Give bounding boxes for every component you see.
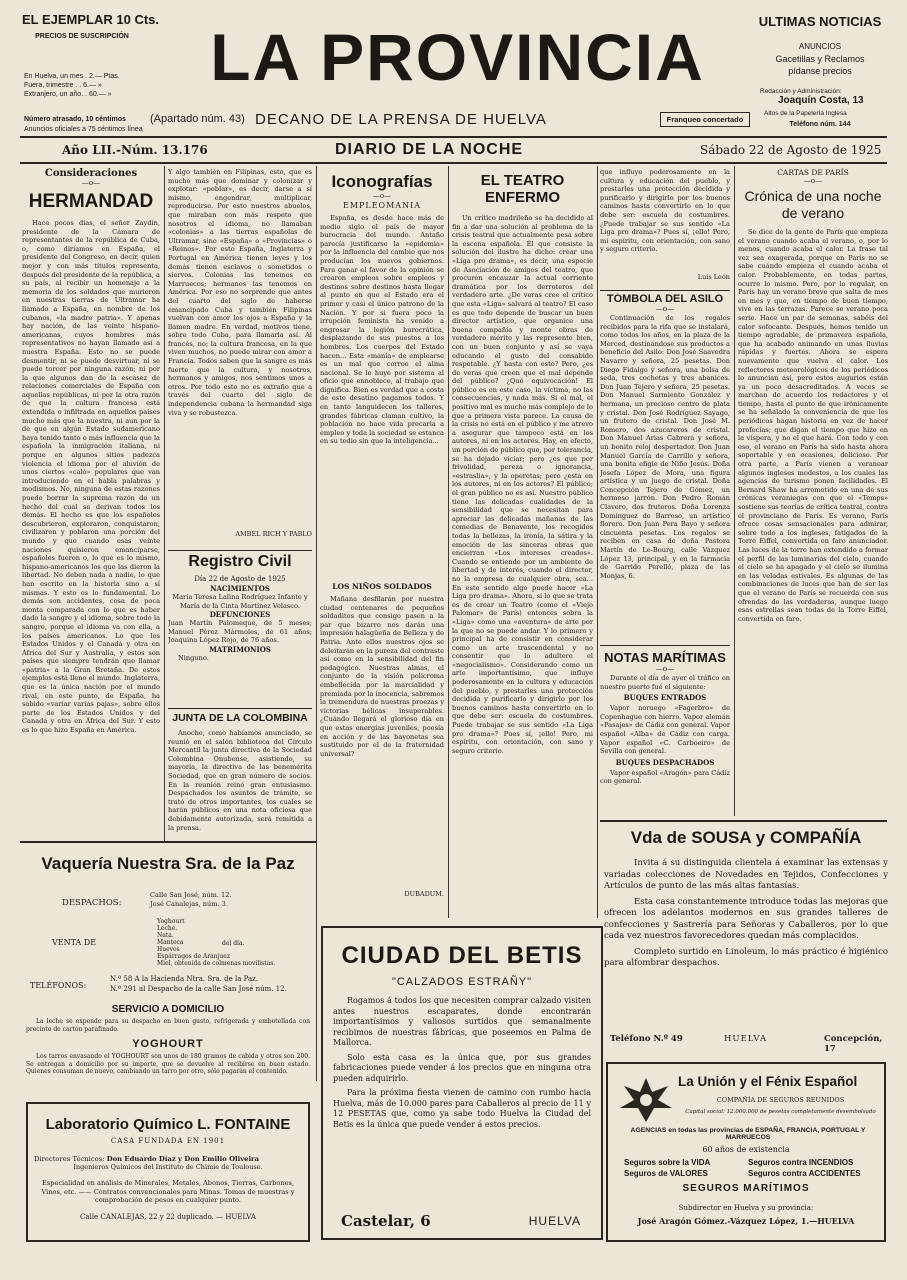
section-rule bbox=[168, 550, 312, 551]
article-body: que influye poderosamente en la cultura y educación del pueblo, y prestarles una protección decidida y purificarlo y dirigirlo por los buenos caminos hasta convertirlo en lo que debe ser: escuela de costumbres. ¿Puede trabajar se sus sentido «La Liga pro drama»? Pues sí, ¡ello! Pero, mi espíritu, con orientación, con sano y seguro criterio. bbox=[600, 168, 730, 254]
sousa-title: Vda de SOUSA y COMPAÑÍA bbox=[630, 828, 862, 847]
servicio-title: SERVICIO A DOMICILIO bbox=[111, 1004, 225, 1015]
venta-item: Manteca bbox=[157, 939, 184, 946]
seguro-accidentes: Seguros contra ACCIDENTES bbox=[748, 1169, 861, 1178]
article-title: Crónica de una noche de verano bbox=[744, 188, 882, 221]
lab-specialties: Especialidad en análisis de Minerales, Metales, Abonos, Tierras, Carbones, Vinos, etc. —— Contratos convencionales para Minas. Tomas de muestras y comprobación de pesos en cualquier punto. bbox=[41, 1179, 295, 1205]
lab-title: Laboratorio Químico L. FONTAINE bbox=[45, 1116, 291, 1133]
venta-item: Nata. bbox=[157, 932, 174, 939]
marriages-text: Ninguno. bbox=[178, 653, 209, 662]
notas-maritimas bbox=[600, 650, 730, 818]
subscription-line: Fuera, trimestre . . 6.— » bbox=[24, 82, 102, 89]
section-rule bbox=[168, 708, 312, 709]
servicio-text: La leche se expende para su despacho en buen gusto, refrigerada y embotellada con precinto de cartón parafinado. bbox=[26, 1018, 310, 1033]
article-title: Iconografías bbox=[331, 172, 433, 191]
issue-number: Año LII.-Núm. 13.176 bbox=[62, 143, 208, 157]
teatro-enfermo-article bbox=[452, 168, 593, 916]
tombola-text: Continuación de los regalos recibidos para la rifa que se instalará, como todos los años, en la plaza de la Merced, destinándose sus productos a beneficio del Asilo: Don José Saavedra Navarro y señora, 25 pesetas. Don Diego Fidalgo y señora, una bolsa de seda, tres cochetas y tres abanicos. Don Juan Tejero y señora, 25 pesetas. Don Manuel Sarmiento González y hermana, un precioso centro de plata y cristal. Don José Rodríguez Sayago, un frutero de cristal. Don José M. Romero, dos azucareros de cristal. Don Manuel Arias Cabrera y señora, un bonito reloj despertador. Don Juan Manuel García de Carrillo y señora, una bonita efigie de Niño Jesús. Doña Josefa López de Mora, una figura artística y un juego de cristal. Doña Concepción Tejero de Gómez, un hermoso jarrón. Don Pedro Román Clavero, dos fruteros. Doña Lorenza Domínguez de Barroso, un artístico florero. Don Juan Pera Bayo y señora cincuenta pesetas. Los regalos se reciben en casa de doña Pastora Martín de Le-Bourg, calle Vázquez López 13, principal, y en la farmacia de Garrido Perelló, plaza de las Monjas, 6. bbox=[600, 314, 730, 580]
column-divider bbox=[316, 166, 317, 1081]
column-divider bbox=[448, 166, 449, 918]
births-text: María Teresa Lalina Rodríguez Infante y María de la Cinta Martínez Velasco. bbox=[172, 593, 308, 610]
separator: —o— bbox=[372, 192, 392, 200]
lab-founded: CASA FUNDADA EN 1901 bbox=[110, 1137, 226, 1145]
venta-del-dia: del día. bbox=[222, 940, 245, 947]
registro-civil bbox=[168, 553, 312, 703]
tombola-asilo bbox=[600, 293, 730, 638]
sousa-address: Concepción, 17 bbox=[824, 1034, 883, 1054]
column-divider bbox=[164, 166, 165, 841]
betis-street: Castelar, 6 bbox=[341, 1212, 431, 1230]
union-agent: José Aragón Gómez.-Vázquez López, 1.—HUELVA bbox=[637, 1216, 855, 1226]
union-fenix-ad bbox=[606, 1062, 886, 1242]
ships-in-head: BUQUES ENTRADOS bbox=[623, 693, 707, 703]
iconografias-article bbox=[320, 168, 444, 916]
ciudad-betis-ad bbox=[321, 926, 603, 1240]
cartas-paris-article bbox=[738, 168, 888, 816]
sousa-text: Esta casa constantemente introduce todas las mejoras que ofrecen los adelantos modernos en sus grandes talleres de confecciones y Sastrería para Señoras y Caballeros, por lo que cada vez nuestros favorecedores quedan más complacidos. bbox=[604, 896, 888, 941]
seguro-vida: Seguros sobre la VIDA bbox=[624, 1158, 711, 1167]
venta-item: Leche. bbox=[157, 925, 178, 932]
issue-date: Sábado 22 de Agosto de 1925 bbox=[700, 143, 882, 157]
column-divider bbox=[734, 166, 735, 816]
redaccion-label: Redacción y Administración: bbox=[760, 88, 842, 95]
article-body: Un crítico madrileño se ha decidido al fin a dar una solución al problema de la crisis teatral que actualmente pesa sobre la escena española. Él que consiste la solución del ilustre ha dicho: crear una «Liga pro drama», es decir, una especie de Asociación de amigos del teatro, que procuren encauzar la actual corriente dramática por los derroteros del verdadero arte. ¿De veras cree el crítico que esta «Liga» salvará al teatro? El caso es que todo depende de buscar un buen director artístico, que organice una buena compañía y monte obras de verdadero mérito y las represente bien, con un buen conjunto y así se vaya educando el gusto del consabido respetable. ¿Y hasta con esto? Pero, ¿es de veras que creen que el mal depende del público? ¿Qué equivocación! El público es en este caso, la víctima, no las consecuencias, y nada más. Si el mal, el positivo mal es mucho más complejo de lo que a primera vista parece. La causa de la crisis no está en el público y me atrevo a asegurar que tampoco está en los autores, ni en los actores. Hay, en efecto, un porción de público que, por tolerancia, se ha dejado viciar; pero ¿es que por frivolidad, pereza o ignorancia, «estraslia», y la operetas; pero ¿esta en los autores, ni en los actores? El público; el gran público no es así. Nuestro público tiene las delicadas cualidades de la sensibilidad que se necesitan para apreciar las delicadas mañanas de las comedias de Benavente, los recogidos todas la bellezas, la ironía, la sátira y la emoción de las sinceras obras que encierran «Los intereses creados». Cuando se entiende por un ambiente de libertad y de interés, cuando el director, no la empresa de cualquier obra, sea... En este sentido algo puede hacer «La Liga pro drama». Ahora, si lo que se trata es de crear un Teatro (como el «Viejo Palomar» de París) entonces sobra la «Liga» como una «aventura» de arte por la que no se puede andar. Y lo primero y principal ha de consistir en considerar como un arte trascendental y no consentir que lo adultere el «negocialismo». Considerando como un arte importantísimo, que influye poderosamente en la cultura y educación del pueblo, y prestarles una protección decidida y purificarlo y dirigirlo por los buenos caminos hasta convertirlo en lo que debe ser: escuela de costumbres. Puede trabajar se sus sentido «La Liga pro drama»? Pues sí, ¡ello! Pero, mi espíritu, con orientación, con sano y seguro criterio. bbox=[452, 214, 593, 755]
diario-label: DIARIO DE LA NOCHE bbox=[335, 141, 524, 158]
gacetillas-label: Gacetillas y Reclamos bbox=[775, 54, 865, 64]
deaths-head: DEFUNCIONES bbox=[209, 610, 271, 620]
newspaper-title: LA PROVINCIA bbox=[210, 20, 705, 94]
section-rule bbox=[20, 841, 316, 843]
separator: —o— bbox=[655, 665, 675, 673]
phone-number: Teléfono núm. 144 bbox=[789, 121, 851, 128]
article-title: HERMANDAD bbox=[28, 191, 154, 212]
price-label: EL EJEMPLAR 10 Cts. bbox=[22, 12, 160, 27]
betis-title: CIUDAD DEL BETIS bbox=[341, 942, 583, 969]
tombola-title: TÓMBOLA DEL ASILO bbox=[606, 293, 724, 305]
marriages-head: MATRIMONIOS bbox=[209, 644, 271, 654]
newspaper-subtitle: DECANO DE LA PRENSA DE HUELVA bbox=[255, 111, 547, 128]
despacho-line: José Canalejas, núm. 3. bbox=[150, 900, 228, 908]
deaths-text: Juan Martín Palomeque, de 5 meses; Manuel Pérez Mármoles, de 61 años; Joaquina López Rojo, de 76 años. bbox=[168, 619, 312, 645]
sousa-text: Completo surtido en Linoleum, lo más práctico é higiénico para alfombrar despachos. bbox=[604, 946, 888, 968]
phoenix-emblem-icon bbox=[618, 1072, 674, 1126]
hermandad-article bbox=[22, 168, 160, 838]
precios-label: pídanse precios bbox=[788, 66, 852, 76]
hermandad-continued bbox=[168, 168, 312, 548]
betis-subtitle: "CALZADOS ESTRAÑY" bbox=[391, 976, 533, 988]
yoghourt-title: YOGHOURT bbox=[132, 1038, 204, 1050]
section-rule bbox=[600, 645, 730, 646]
maritimas-intro: Durante el día de ayer el tráfico en nuestro puerto fué el siguiente: bbox=[600, 674, 730, 691]
lab-directors: Don Eduardo Díaz y Don Emilio Oliveira bbox=[106, 1155, 260, 1163]
sousa-phone: Teléfono N.º 49 bbox=[610, 1034, 683, 1044]
column-divider bbox=[597, 166, 598, 918]
article-subtitle: EMPLEOMANIA bbox=[342, 201, 422, 210]
seguro-valores: Seguros de VALORES bbox=[624, 1169, 708, 1178]
article-kicker: Consideraciones bbox=[44, 168, 138, 179]
sousa-text: Invita á su distinguida clientela á examinar las extensas y variadas colecciones de Novedades en Tejidos, Confecciones y Artículos de punto de las más altas fantasías. bbox=[604, 858, 888, 891]
subscription-line: En Huelva, un mes . 2.— Ptas. bbox=[24, 73, 120, 80]
betis-city: HUELVA bbox=[528, 1214, 581, 1228]
separator: —o— bbox=[655, 305, 675, 313]
phone-line: N.º 291 al Despacho de la calle San José núm. 12. bbox=[110, 985, 287, 993]
union-subdirector-label: Subdirector en Huelva y su provincia: bbox=[678, 1204, 814, 1212]
masthead-rule-bottom bbox=[20, 162, 887, 164]
latest-news-title: ULTIMAS NOTICIAS bbox=[758, 14, 882, 29]
betis-text: Solo esta casa es la única que, por sus grandes fabricaciones puede vender á los precios que en ninguna otra pueden adquirirlo. bbox=[333, 1052, 591, 1083]
address: Joaquín Costa, 13 bbox=[778, 95, 864, 106]
article-body: Y algo también en Filipinas, esto, que es mucho más que dominar y colonizar y explotar: «poblar», es decir, darse a sí mismo, engendrar, multiplicar, reproducirse. Por esto nuestros abuelos, que miraban con más respeto que nosotros el idioma, no llamaban «colonias» a las tierras españolas de Ultramar, sino «España» o «Provincias» o «Reinos». Por esto España, Inglaterra y Portugal en América tienen leyes y los demás tienen esclavos o sometidos o siervos. Colonias las tenemos en Marruecos; hermanos las tenemos en América. Por eso no sorprende que antes del cuarto del siglo de haberse emancipado Cuba y también Filipinas vuelvan con amor los ojos a España y la llamen madre. En verdad, motivos tiene, sobre todo Cuba, para llamarla así. Al francés, no; la cultura francesa, en la que viven muchos, no puede mirar con amor a Francia. Todos saben que la sangre es más fuerte que la cultura, y nosotros, hermanos y amigos, nos sentimos unos a otros. Por todo esto no es extraño que a través del cuarto del siglo de independencia cubana la hermandad siga viva y se robustezca. bbox=[168, 168, 312, 417]
article-title: EL TEATRO ENFERMO bbox=[480, 172, 565, 206]
venta-item: Espárragos de Aranjuez bbox=[157, 953, 231, 960]
lab-directors-label: Directores Técnicos: bbox=[34, 1155, 105, 1163]
section-rule bbox=[600, 290, 730, 291]
ships-out-head: BUQUES DESPACHADOS bbox=[615, 757, 715, 767]
back-issue-price: Número atrasado, 10 céntimos bbox=[24, 116, 126, 123]
betis-text: Rogamos á todos los que necesiten comprar calzado visiten antes nuestros escaparates, donde encontrarán importantísimos y valiosos surtidos que semanalmente recibimos de nuestras fábricas, que poseemos en Palma de Mallorca. bbox=[333, 996, 591, 1047]
maritimas-title: NOTAS MARÍTIMAS bbox=[604, 650, 726, 665]
franqueo-stamp: Franqueo concertado bbox=[660, 112, 750, 127]
article-body: Hace pocos días, el señor Zaydín, presidente de la Cámara de representantes de la república de Cuba, o, como diríamos en España, el presidente del Congreso, en decir, quien mejor y con más títulos representa, después del presidente de la república, a su país, al recibir un homenaje a la memoria de los soldados que murieron en nuestras tierras de Ultramar ha llamado a España, en nombre de los cubanos, «la madre patria». Y apenas hay nación, de las veinte hispano-americanas, cuyos hombres más representativos no hayan llamado así a nuestra España. Esto no se puede desmentir, ni se puede desvirtuar, ni se puede torcer por ninguna razón; ni por la que algunos dan de la escasez de relaciones comerciales de España con aquellas repúblicas, ni por la otra razón de que la cultura francesa está extendida o infiltrada en aquellos países mucho más que la nuestra, ni aun por la de que en algún Estado sudamericano haya tenido tanto o más influencia que la española la inmigración italiana, ni porque en algunos sitios padezca violencia el idioma por el aluvión de unos ciertos «caló» populares que van introduciendo en el habla palabras y modismos. No, ninguna de estas razones puede borrar la suprema razón de un hecho del cual se derivan todos los demás. El hecho es que los españoles descubrieron, exploraron, conquistaron, civilizaron y poblaron una porción del mundo y que cuando esas veinte naciones quisieron emanciparse, españoles fueron o, lo que es lo mismo, hispano-americanos los que las dieron la libertad. No deben nada a nadie, lo que han escrito en la historia sino a sí mismas. Y esto es lo fundamental. Lo demás son accidentes, cosa de poca monta comparada con lo que es haber dado la sangre y el idioma, sobre todo la sangre, porque el idioma va con ella, a los países americanos. Lo que los Estados Unidos y el Canadá y otra en África del Sur y Australia, y estos son países que siempre tendrán que llamar «patria» a la Gran Bretaña. De estos ejemplos está lleno el mundo. Inglaterra, que es la única nación por el mundo rival, en este punto, de España, ha sabido «variar varias pajas», sobre ellos parte de los Estados Unidos y del Canadá y otra en África del Sur. Y esto es lo que hizo España en América. bbox=[22, 219, 160, 735]
venta-item: Miel, obtenida de colmenas movilistas. bbox=[157, 960, 276, 967]
phones-label: TELÉFONOS: bbox=[30, 981, 87, 990]
union-years: 60 años de existencia bbox=[702, 1145, 790, 1154]
seguro-maritimos: SEGUROS MARÍTIMOS bbox=[682, 1183, 810, 1194]
union-title: La Unión y el Fénix Español bbox=[678, 1074, 858, 1089]
article-body: Mañana desfilarán por nuestra ciudad centenares de pequeños soldaditos que consigo pasen a la par que bizarro nos darán una impresión halagüeña de Belleza y de Patria. Ante ellos nuestros ojos se deleitarán en la pureza del contraste así como en la sensibilidad del fin pedagógico. Nuestras almas, el conjunto de la visión policroma embellecida por la marcialidad y premiada por la inocencia, sabremos la tremendura de nuestras proezas y victorias bélicas insuperables. ¿Cuándo llegará el glorioso día en que estas energías juveniles, poesía en acción y de las bayonetas sea sustituido por el de la fraternidad universal? bbox=[320, 595, 444, 758]
births-head: NACIMIENTOS bbox=[210, 584, 270, 593]
junta-colombina bbox=[168, 712, 312, 838]
address-detail: Altos de la Papelería Inglesa bbox=[764, 110, 847, 117]
lab-address: Calle CANALEJAS, 22 y 22 duplicado. — HUELVA bbox=[80, 1212, 256, 1221]
article-body: Se dice de la gente de París que empieza el verano cuando acaba el verano, o, por lo menos, cuando acaba el calor. La frase tal vez sea exagerada, porque en París no se sabe cuándo empieza el cuando acaba el calor. Probablemente, en todas partes, ocurre lo mismo. Pero, por lo regular, en París hay un verano breve que salta de mes en mes y que, en tiempo de buen tiempo, vive en las terrazas. Parece se verano poca serie. Hace un par de semanas, sabéis del calor sofocante. Después, hemos tenido un tiempo agradable, de primavera española, que ha acabado animando en unas lluvias rápidas y fuertes. Ahora se espera nuevamente que vuelva el calor. Los reflectores meteorológicos de los periódicos lo anuncian así, pero estos augurios están ya un poco desacreditados. A veces se marchan de acuerdo los redactores y el tiempo, hasta el punto de que irónicamente se ha señalado la conveniencia de que los periódicos hagan historia en vez de hacer profecías; que digan el tiempo que hizo en la víspera, y no el que hará. Con todo y con eso, el verano en París ha sido hasta ahora soportable y en ocasiones, delicioso. Por otra parte, a París vienen a veranear algunos ingleses modestos, a los cuales las agencias de turismo ponen facilidades. El Bernard Shaw ha arremetido en una de sus crónicas veraniegas con que el «Temps» sostiene sus teorías de crítica teatral, contra el provinciano de París. Es verano, París ofrece cosas sensacionales para admirar, sobre todo a los ingleses, fatigados de la Torre Eiffel, convertida en faro anunciador. Las luces de la torre han extendido a formar el perfil de las luminarias del cielo, cuando el cielo se ha apagado y el cielo se ilumina en las veladas estivales. Es algunas de las combinaciones de luces que han de ser las que el verano de París se recuerda con sus ofrendas de las verdaderas, aunque luego esas estrellas sean todas de la Torre Eiffel, convertida en faro. bbox=[738, 228, 888, 623]
separator: —o— bbox=[81, 179, 101, 187]
ships-out-text: Vapor español «Aragón» para Cádiz con general. bbox=[600, 768, 730, 786]
sousa-ad bbox=[604, 824, 888, 1056]
lab-engineers: Ingenieros Químicos del Instituto de Chimie de Toulouse. bbox=[73, 1163, 263, 1171]
vaqueria-ad bbox=[22, 846, 314, 1114]
venta-item: Yoghourt bbox=[157, 918, 185, 925]
apartado: (Apartado núm. 43) bbox=[150, 113, 245, 125]
union-sub: COMPAÑÍA DE SEGUROS REUNIDOS bbox=[716, 1096, 845, 1104]
venta-label: VENTA DE bbox=[52, 938, 97, 947]
ships-in-text: Vapor noruego «Fagerbro» de Copenhague con hierro. Vapor alemán «Pasajes» de Cádiz con general. Vapor español «Alba» de Cádiz con carga. Vapor español «C. Carboeiro» de Sevilla con general. bbox=[600, 704, 730, 756]
sousa-city: HUELVA bbox=[724, 1034, 768, 1044]
betis-text: Para la próxima fiesta vienen de camino con rumbo hacia Huelva, más de 10.000 pares para Caballeros al precio de 11 y 12 PESETAS que, como ya sabe todo Huelva la Ciudad del Betis es la única que puede vender á estos precios. bbox=[333, 1088, 591, 1129]
venta-item: Huevos bbox=[157, 946, 180, 953]
teatro-continued bbox=[600, 168, 730, 288]
vaqueria-title: Vaquería Nuestra Sra. de la Paz bbox=[41, 854, 295, 873]
subscription-title: PRECIOS DE SUSCRIPCIÓN bbox=[35, 33, 129, 40]
phone-line: N.º 58 A la Hacienda Ntra. Sra. de la Paz. bbox=[110, 975, 259, 983]
laboratorio-ad bbox=[26, 1102, 310, 1242]
junta-title: JUNTA DE LA COLOMBINA bbox=[172, 712, 308, 724]
section-rule bbox=[600, 820, 887, 822]
registro-date: Día 22 de Agosto de 1925 bbox=[194, 575, 286, 583]
subscription-line: Extranjero, un año. . 60.— » bbox=[24, 91, 112, 98]
despachos-label: DESPACHOS: bbox=[62, 898, 122, 908]
union-agencies: AGENCIAS en todas las provincias de ESPAÑA, FRANCIA, PORTUGAL Y MARRUECOS bbox=[630, 1127, 866, 1141]
junta-text: Anoche, como habíamos anunciado, se reunió en el salón biblioteca del Círculo Mercantil la junta directiva de la Sociedad Colombina Onubense, asistiendo, su mayoría, la directiva de las benemérita Sociedad, que en gran número de socios. En la reunión reinó gran entusiasmo. Despachados los asuntos de trámite, se trató de otros importantes, los cuales se harán públicos en una nota oficiosa que debidamente autorizada, será remitida a la prensa. bbox=[168, 729, 312, 832]
yoghourt-text: Los tarros envasando el YOGHOURT son unos de 180 gramos de cabida y otros son 200. Se entregan a domicilio por su importe, que se devuelve al recibirse en buen estado. Quienes consuman de nuevo, cambiando un tarro por otro, sólo pagarán el contenido. bbox=[26, 1053, 310, 1075]
despacho-line: Calle San José, núm. 12. bbox=[150, 891, 232, 899]
masthead-rule bbox=[20, 136, 887, 138]
registro-title: Registro Civil bbox=[188, 553, 292, 570]
article-body: España, es desde hace más de medio siglo el país de mayor burocracia del mundo. Antaño parecía justificarse la «epidemia» por la influencia del cambio que nos producían los nuevos gobiernos. Para ganar el favor de la opinión se crearon empleos sobre empleos y destinos sobre destinos hasta llegar al punto en que el Estado era el primer y casi el único patrono de la Nación. Y por si fuera poco la irrupción feminista ha venido a engrosar la legión burocrática, desplazando de sus puestos a los hombres. Los cuerpos del Estado hacen... Esta «manía» de emplearse es un mal que corroe el alma nacional. Se le huye por sistema al oficio que ennoblece, al trabajo que dignifica. Bien es verdad que a costa de este desatino pagamos todos. Y en tanto languidecen los talleres, grandes fábricas claman cultivo, la población no hace vida precaria a empleo y toda la sociedad se estanca en su tedio sin que la inteligencia... bbox=[320, 214, 444, 446]
anuncios-label: ANUNCIOS bbox=[798, 42, 842, 51]
article-subhead: LOS NIÑOS SOLDADOS bbox=[332, 582, 432, 591]
seguro-incendios: Seguros contra INCENDIOS bbox=[748, 1158, 854, 1167]
article-kicker: CARTAS DE PARÍS bbox=[777, 168, 849, 177]
separator: —o— bbox=[803, 177, 823, 185]
article-signature: Luis León bbox=[697, 273, 730, 281]
union-capital: Capital social: 12.000.000 de pesetas completamente desembolsado bbox=[685, 1109, 876, 1115]
ads-rate: Anuncios oficiales a 75 céntimos línea bbox=[24, 126, 143, 133]
article-signature: DUBADUM. bbox=[404, 890, 444, 898]
article-signature: AMBEL RICH Y PABLO bbox=[235, 530, 312, 538]
